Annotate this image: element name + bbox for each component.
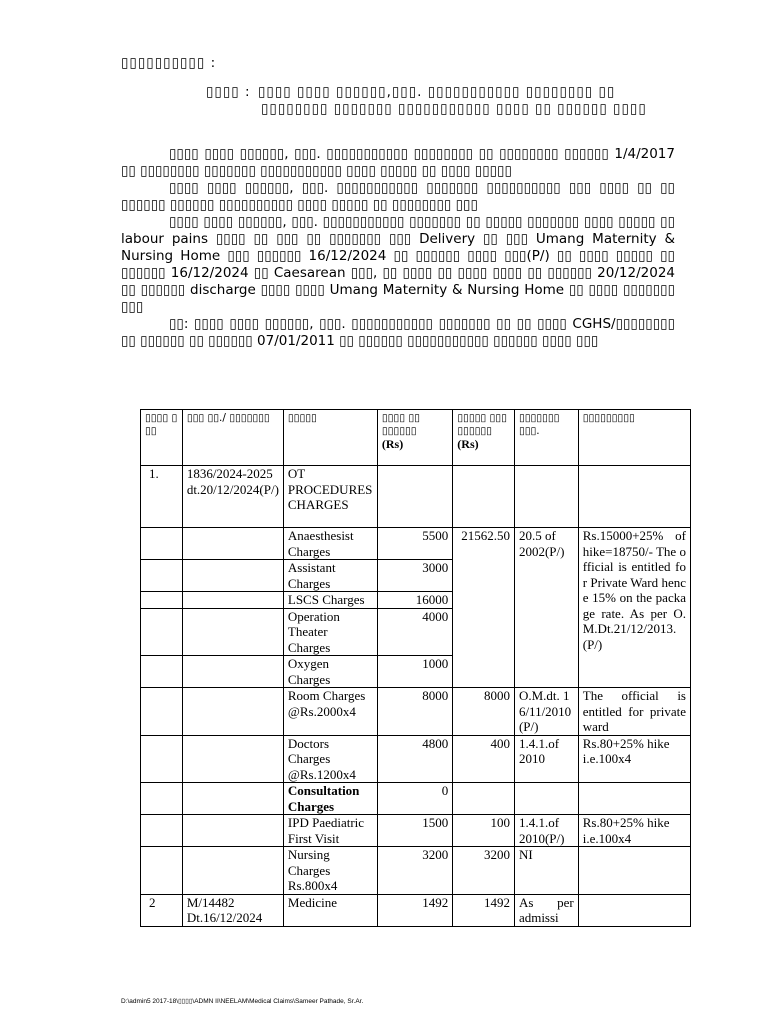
cell-sno	[141, 688, 183, 736]
cell-remarks	[578, 847, 690, 895]
cell-bill	[182, 815, 283, 847]
cell-bill	[182, 656, 283, 688]
subject-label: ▯▯▯▯ :	[206, 84, 251, 100]
header-bill: ▯▯▯ ▯▯./ ▯▯▯▯▯▯▯	[182, 410, 283, 466]
table-row	[141, 735, 691, 783]
cell-claimed: 16000	[377, 592, 452, 609]
cell-rule: 1.4.1.of 2010(P/)	[514, 815, 578, 847]
cell-description: Room Charges @Rs.2000x4	[283, 688, 377, 736]
body-text	[121, 146, 675, 350]
paragraph-2: ▯▯▯▯ ▯▯▯▯ ▯▯▯▯▯▯, ▯▯▯. ▯▯▯▯▯▯▯▯▯▯▯ ▯▯▯▯▯▯▯ ▯▯▯▯▯▯▯▯▯▯ ▯▯▯ ▯▯▯▯ ▯▯ ▯▯ ▯▯▯▯▯▯ ▯▯▯▯▯▯ ▯▯▯▯▯▯▯▯▯▯ ▯▯▯▯ ▯▯▯▯▯ ▯▯ ▯▯▯▯▯▯▯▯ ▯▯▯	[121, 180, 675, 213]
cell-sno	[141, 656, 183, 688]
paragraph-1: ▯▯▯▯ ▯▯▯▯ ▯▯▯▯▯▯, ▯▯▯. ▯▯▯▯▯▯▯▯▯▯▯ ▯▯▯▯▯▯▯▯ ▯▯ ▯▯▯▯▯▯▯▯ ▯▯▯▯▯▯ 1/4/2017 ▯▯ ▯▯▯▯▯▯▯▯ ▯▯▯▯▯▯▯ ▯▯▯▯▯▯▯▯▯▯▯ ▯▯▯▯ ▯▯▯▯▯ ▯▯ ▯▯▯▯ ▯▯▯▯▯	[121, 146, 675, 179]
subject-text: ▯▯▯▯ ▯▯▯▯ ▯▯▯▯▯▯,▯▯▯. ▯▯▯▯▯▯▯▯▯▯▯ ▯▯▯▯▯▯▯▯ ▯▯	[258, 84, 616, 100]
subject-first-line	[206, 84, 676, 101]
cell-rule: 20.5 of 2002(P/)	[514, 528, 578, 688]
cell-remarks: Rs.80+25% hike i.e.100x4	[578, 815, 690, 847]
cell-sno	[141, 847, 183, 895]
cell-remarks	[578, 466, 690, 528]
subject-block	[206, 84, 676, 118]
cell-bill	[182, 608, 283, 656]
cell-sno	[141, 608, 183, 656]
subject-continuation: ▯▯▯▯▯▯▯▯ ▯▯▯▯▯▯▯ ▯▯▯▯▯▯▯▯▯▯▯ ▯▯▯▯ ▯▯ ▯▯▯▯▯▯ ▯▯▯▯	[261, 101, 647, 117]
cell-claimed	[377, 466, 452, 528]
table-row	[141, 847, 691, 895]
cell-description: Nursing Charges Rs.800x4	[283, 847, 377, 895]
paragraph-3: ▯▯▯▯ ▯▯▯▯ ▯▯▯▯▯▯, ▯▯▯. ▯▯▯▯▯▯▯▯▯▯▯ ▯▯▯▯▯▯▯ ▯▯ ▯▯▯▯▯ ▯▯▯▯▯▯▯ ▯▯▯▯ ▯▯▯▯▯ ▯▯ labour pains ▯▯▯▯ ▯▯ ▯▯▯ ▯▯ ▯▯▯▯▯▯▯ ▯▯▯ Delivery ▯▯ ▯▯▯ Umang Maternity & Nursing Home ▯▯▯ ▯▯▯▯▯▯ 16/12/2024 ▯▯ ▯▯▯▯▯▯ ▯▯▯▯ ▯▯▯(P/) ▯▯ ▯▯▯▯ ▯▯▯▯▯ ▯▯ ▯▯▯▯▯▯ 16/12/2024 ▯▯ Caesarean ▯▯▯, ▯▯ ▯▯▯▯ ▯▯ ▯▯▯▯ ▯▯▯▯ ▯▯ ▯▯▯▯▯▯ 20/12/2024 ▯▯ ▯▯▯▯▯▯ discharge ▯▯▯▯ ▯▯▯▯ Umang Maternity & Nursing Home ▯▯ ▯▯▯▯ ▯▯▯▯▯▯▯ ▯▯▯	[121, 214, 675, 315]
table-row	[141, 815, 691, 847]
cell-claimed: 3200	[377, 847, 452, 895]
cell-bill	[182, 783, 283, 815]
cell-description: Consultation Charges	[283, 783, 377, 815]
cell-claimed: 4800	[377, 735, 452, 783]
cell-rule	[514, 466, 578, 528]
cell-rule: As per admissi	[514, 894, 578, 926]
cell-bill	[182, 688, 283, 736]
cell-description: LSCS Charges	[283, 592, 377, 609]
cell-admissible: 3200	[453, 847, 515, 895]
header-sno: ▯▯▯▯ ▯ ▯▯	[141, 410, 183, 466]
cell-remarks: Rs.15000+25% of hike=18750/- The official is entitled for Private Ward hence 15% on the package rate. As per O.M.Dt.21/12/2013.(P/)	[578, 528, 690, 688]
cell-remarks: Rs.80+25% hike i.e.100x4	[578, 735, 690, 783]
cell-remarks	[578, 894, 690, 926]
cell-description: Anaesthesist Charges	[283, 528, 377, 560]
cell-bill	[182, 847, 283, 895]
cell-sno	[141, 735, 183, 783]
cell-bill	[182, 528, 283, 560]
cell-description: Assistant Charges	[283, 560, 377, 592]
cell-rule: 1.4.1.of 2010	[514, 735, 578, 783]
claims-table	[140, 409, 691, 927]
cell-bill	[182, 560, 283, 592]
cell-sno: 1.	[141, 466, 183, 528]
cell-admissible	[453, 466, 515, 528]
cell-sno	[141, 815, 183, 847]
document-heading: ▯▯▯▯▯▯▯▯▯▯ :	[121, 55, 217, 71]
cell-bill: M/14482 Dt.16/12/2024	[182, 894, 283, 926]
cell-rule: NI	[514, 847, 578, 895]
cell-admissible: 100	[453, 815, 515, 847]
file-path-footer: D:\admin5 2017-18\▯▯▯▯\ADMN II\NEELAM\Medical Claims\Sameer Pathade, Sr.Ar.	[121, 998, 364, 1005]
cell-claimed: 1500	[377, 815, 452, 847]
header-remarks: ▯▯▯▯▯▯▯▯▯	[578, 410, 690, 466]
cell-description: Oxygen Charges	[283, 656, 377, 688]
cell-remarks: The official is entitled for private ward	[578, 688, 690, 736]
cell-claimed: 8000	[377, 688, 452, 736]
cell-sno	[141, 783, 183, 815]
cell-rule: O.M.dt. 16/11/2010(P/)	[514, 688, 578, 736]
table-row	[141, 466, 691, 528]
cell-bill: 1836/2024-2025 dt.20/12/2024(P/)	[182, 466, 283, 528]
cell-rule	[514, 783, 578, 815]
table-header-row	[141, 410, 691, 466]
cell-remarks	[578, 783, 690, 815]
table-row	[141, 688, 691, 736]
cell-admissible	[453, 783, 515, 815]
cell-description: Operation Theater Charges	[283, 608, 377, 656]
cell-claimed: 5500	[377, 528, 452, 560]
cell-claimed: 3000	[377, 560, 452, 592]
cell-bill	[182, 592, 283, 609]
cell-sno	[141, 592, 183, 609]
paragraph-4: ▯▯: ▯▯▯▯ ▯▯▯▯ ▯▯▯▯▯▯, ▯▯▯. ▯▯▯▯▯▯▯▯▯▯▯ ▯▯▯▯▯▯▯ ▯▯ ▯▯ ▯▯▯▯ CGHS/▯▯▯▯▯▯▯▯ ▯▯ ▯▯▯▯▯▯ ▯▯ ▯▯▯▯▯▯ 07/01/2011 ▯▯ ▯▯▯▯▯▯ ▯▯▯▯▯▯▯▯▯▯▯ ▯▯▯▯▯▯ ▯▯▯▯ ▯▯▯	[121, 316, 675, 349]
cell-sno	[141, 560, 183, 592]
table-row	[141, 894, 691, 926]
cell-sno: 2	[141, 894, 183, 926]
cell-admissible: 8000	[453, 688, 515, 736]
cell-description: Medicine	[283, 894, 377, 926]
cell-description: OT PROCEDURES CHARGES	[283, 466, 377, 528]
header-description: ▯▯▯▯▯	[283, 410, 377, 466]
table-row	[141, 783, 691, 815]
cell-bill	[182, 735, 283, 783]
cell-claimed: 4000	[377, 608, 452, 656]
cell-sno	[141, 528, 183, 560]
cell-claimed: 1492	[377, 894, 452, 926]
table-row	[141, 528, 691, 560]
header-claimed: ▯▯▯▯ ▯▯ ▯▯▯▯▯▯ (Rs)	[377, 410, 452, 466]
cell-claimed: 1000	[377, 656, 452, 688]
cell-admissible: 1492	[453, 894, 515, 926]
cell-description: IPD Paediatric First Visit	[283, 815, 377, 847]
header-rule: ▯▯▯▯▯▯▯ ▯▯▯.	[514, 410, 578, 466]
cell-admissible: 400	[453, 735, 515, 783]
header-admissible: ▯▯▯▯▯ ▯▯▯ ▯▯▯▯▯▯ (Rs)	[453, 410, 515, 466]
cell-claimed: 0	[377, 783, 452, 815]
cell-admissible: 21562.50	[453, 528, 515, 688]
cell-description: Doctors Charges @Rs.1200x4	[283, 735, 377, 783]
